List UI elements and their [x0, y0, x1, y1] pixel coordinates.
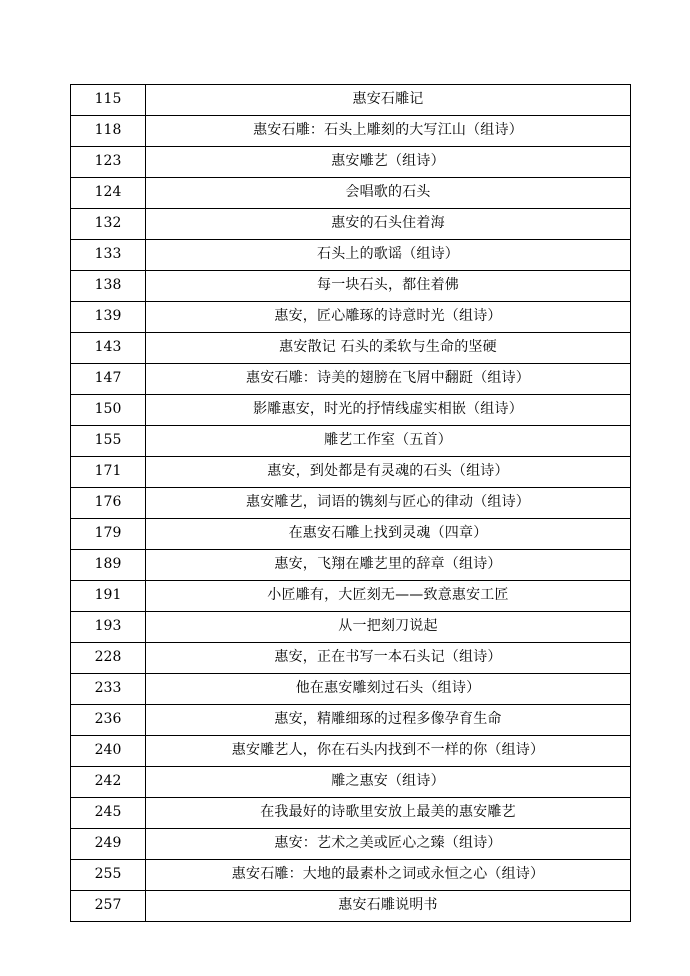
table-row — [71, 395, 631, 426]
table-row — [71, 85, 631, 116]
page-number-cell: 236 — [71, 705, 146, 736]
table-row — [71, 736, 631, 767]
page-number-cell: 193 — [71, 612, 146, 643]
table-row — [71, 581, 631, 612]
table-row — [71, 612, 631, 643]
table-row — [71, 550, 631, 581]
page-number-cell: 138 — [71, 271, 146, 302]
page-number-cell: 155 — [71, 426, 146, 457]
entry-title-cell: 惠安石雕：大地的最素朴之词或永恒之心（组诗） — [146, 860, 631, 891]
table-row — [71, 333, 631, 364]
table-row — [71, 426, 631, 457]
entry-title-cell: 在我最好的诗歌里安放上最美的惠安雕艺 — [146, 798, 631, 829]
entry-title-cell: 在惠安石雕上找到灵魂（四章） — [146, 519, 631, 550]
entry-title-cell: 每一块石头，都住着佛 — [146, 271, 631, 302]
table-row — [71, 240, 631, 271]
page-number-cell: 133 — [71, 240, 146, 271]
entry-title-cell: 惠安，到处都是有灵魂的石头（组诗） — [146, 457, 631, 488]
entry-title-cell: 惠安的石头住着海 — [146, 209, 631, 240]
page-number-cell: 124 — [71, 178, 146, 209]
entry-title-cell: 惠安石雕记 — [146, 85, 631, 116]
page-number-cell: 189 — [71, 550, 146, 581]
table-row — [71, 302, 631, 333]
table-row — [71, 674, 631, 705]
entry-title-cell: 惠安石雕：石头上雕刻的大写江山（组诗） — [146, 116, 631, 147]
entry-title-cell: 惠安，正在书写一本石头记（组诗） — [146, 643, 631, 674]
table-row — [71, 891, 631, 922]
page-number-cell: 143 — [71, 333, 146, 364]
table-row — [71, 457, 631, 488]
page-number-cell: 255 — [71, 860, 146, 891]
entry-title-cell: 惠安雕艺（组诗） — [146, 147, 631, 178]
page-number-cell: 176 — [71, 488, 146, 519]
entry-title-cell: 雕之惠安（组诗） — [146, 767, 631, 798]
entry-title-cell: 他在惠安雕刻过石头（组诗） — [146, 674, 631, 705]
page-number-cell: 118 — [71, 116, 146, 147]
entry-title-cell: 小匠雕有，大匠刻无——致意惠安工匠 — [146, 581, 631, 612]
table-row — [71, 209, 631, 240]
page-number-cell: 139 — [71, 302, 146, 333]
entry-title-cell: 惠安雕艺，词语的镌刻与匠心的律动（组诗） — [146, 488, 631, 519]
table-row — [71, 116, 631, 147]
entry-title-cell: 会唱歌的石头 — [146, 178, 631, 209]
table-row — [71, 147, 631, 178]
entry-title-cell: 惠安，精雕细琢的过程多像孕育生命 — [146, 705, 631, 736]
table-row — [71, 364, 631, 395]
entry-title-cell: 惠安，匠心雕琢的诗意时光（组诗） — [146, 302, 631, 333]
page-number-cell: 240 — [71, 736, 146, 767]
page-number-cell: 233 — [71, 674, 146, 705]
table-row — [71, 829, 631, 860]
page-number-cell: 123 — [71, 147, 146, 178]
page-number-cell: 150 — [71, 395, 146, 426]
page-number-cell: 179 — [71, 519, 146, 550]
page-number-cell: 242 — [71, 767, 146, 798]
entry-title-cell: 惠安：艺术之美或匠心之臻（组诗） — [146, 829, 631, 860]
entry-title-cell: 从一把刻刀说起 — [146, 612, 631, 643]
entry-title-cell: 惠安，飞翔在雕艺里的辞章（组诗） — [146, 550, 631, 581]
table-row — [71, 271, 631, 302]
table-row — [71, 860, 631, 891]
table-body — [71, 85, 631, 922]
table-row — [71, 798, 631, 829]
page-number-cell: 228 — [71, 643, 146, 674]
table-row — [71, 705, 631, 736]
entry-title-cell: 惠安石雕说明书 — [146, 891, 631, 922]
entry-title-cell: 影雕惠安，时光的抒情线虚实相嵌（组诗） — [146, 395, 631, 426]
page-number-cell: 191 — [71, 581, 146, 612]
page-number-cell: 171 — [71, 457, 146, 488]
page-number-cell: 249 — [71, 829, 146, 860]
table-row — [71, 488, 631, 519]
entry-title-cell: 惠安石雕：诗美的翅膀在飞屑中翻跹（组诗） — [146, 364, 631, 395]
contents-table — [70, 84, 631, 922]
page-number-cell: 132 — [71, 209, 146, 240]
page-number-cell: 115 — [71, 85, 146, 116]
table-row — [71, 767, 631, 798]
table-row — [71, 178, 631, 209]
entry-title-cell: 雕艺工作室（五首） — [146, 426, 631, 457]
table-row — [71, 519, 631, 550]
table-row — [71, 643, 631, 674]
page-number-cell: 257 — [71, 891, 146, 922]
page-number-cell: 147 — [71, 364, 146, 395]
entry-title-cell: 惠安散记 石头的柔软与生命的坚硬 — [146, 333, 631, 364]
entry-title-cell: 惠安雕艺人，你在石头内找到不一样的你（组诗） — [146, 736, 631, 767]
entry-title-cell: 石头上的歌谣（组诗） — [146, 240, 631, 271]
page-number-cell: 245 — [71, 798, 146, 829]
